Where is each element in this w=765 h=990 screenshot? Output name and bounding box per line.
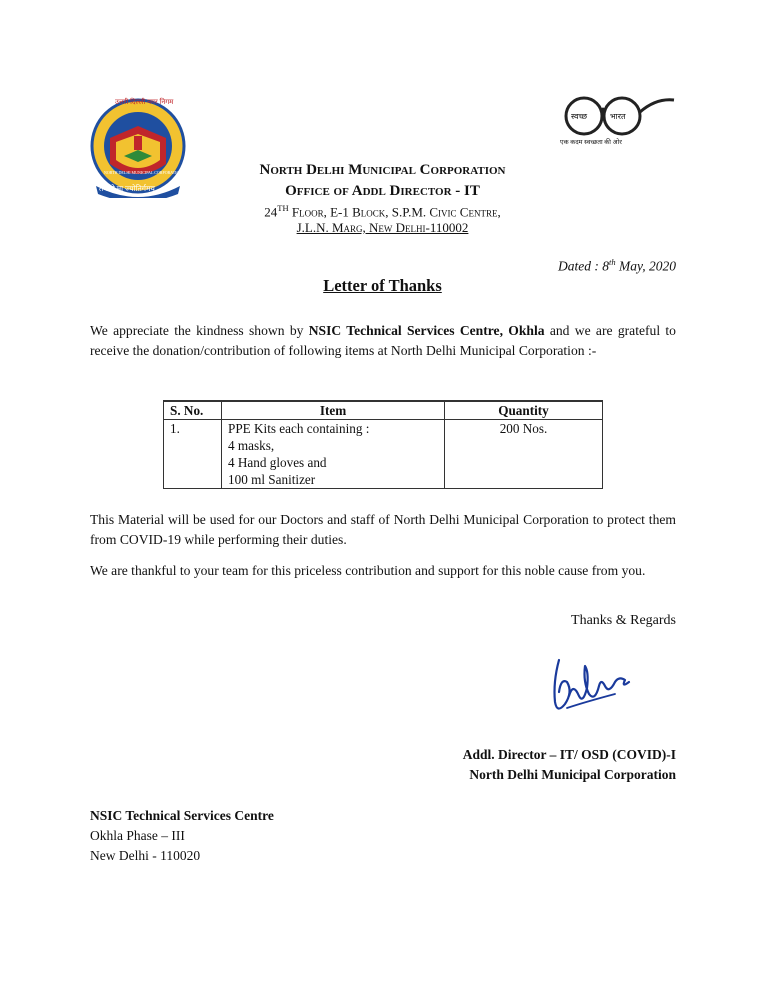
logo-text-ring: NORTH DELHI MUNICIPAL CORPORATION — [104, 170, 183, 175]
cell-quantity: 200 Nos. — [445, 420, 603, 489]
logo-text-bottom: तमसो मा ज्योतिर्गमय — [99, 184, 155, 193]
swachh-text-right: भारत — [610, 112, 626, 121]
signature-image — [545, 652, 640, 720]
recipient-name: NSIC Technical Services Centre — [90, 808, 274, 823]
paragraph-appreciation: We appreciate the kindness shown by NSIC Technical Services Centre, Okhla and we are grateful to receive the donation/contribution of following items at North Delhi Municipal Corporation :- — [90, 323, 676, 358]
office-name: Office of Addl Director - IT — [285, 183, 480, 199]
header-item: Item — [222, 401, 445, 420]
closing-text: Thanks & Regards — [571, 613, 676, 628]
recipient-address-line-1: Okhla Phase – III — [90, 828, 185, 843]
table-header-row — [164, 401, 603, 420]
paragraph-usage: This Material will be used for our Doctors and staff of North Delhi Municipal Corporation to protect them from COVID-19 while performing their duties. — [90, 512, 676, 547]
swachh-text-left: स्वच्छ — [571, 112, 588, 121]
paragraph-thanks: We are thankful to your team for this priceless contribution and support for this noble cause from you. — [90, 563, 646, 578]
recipient-block — [90, 806, 274, 866]
letter-title: Letter of Thanks — [323, 276, 442, 295]
signatory-block — [463, 745, 676, 785]
header-quantity: Quantity — [445, 401, 603, 420]
signatory-designation: Addl. Director – IT/ OSD (COVID)-I — [462, 747, 676, 762]
items-table — [163, 400, 603, 489]
table-row — [164, 420, 603, 489]
signatory-organization: North Delhi Municipal Corporation — [469, 767, 676, 782]
cell-sno: 1. — [164, 420, 222, 489]
logo-text-top: उत्तरी दिल्ली नगर निगम — [115, 98, 174, 106]
swachh-tagline: एक कदम स्वच्छता की ओर — [560, 139, 622, 146]
address-line-2: J.L.N. Marg, New Delhi-110002 — [296, 220, 469, 235]
cell-item: PPE Kits each containing : 4 masks, 4 Hand gloves and 100 ml Sanitizer — [222, 420, 445, 489]
letter-date: Dated : 8th May, 2020 — [558, 257, 676, 274]
address-line-1: 24TH Floor, E-1 Block, S.P.M. Civic Centre, — [264, 203, 501, 220]
recipient-address-line-2: New Delhi - 110020 — [90, 848, 201, 863]
header-sno: S. No. — [164, 401, 222, 420]
organization-name: North Delhi Municipal Corporation — [259, 162, 506, 178]
